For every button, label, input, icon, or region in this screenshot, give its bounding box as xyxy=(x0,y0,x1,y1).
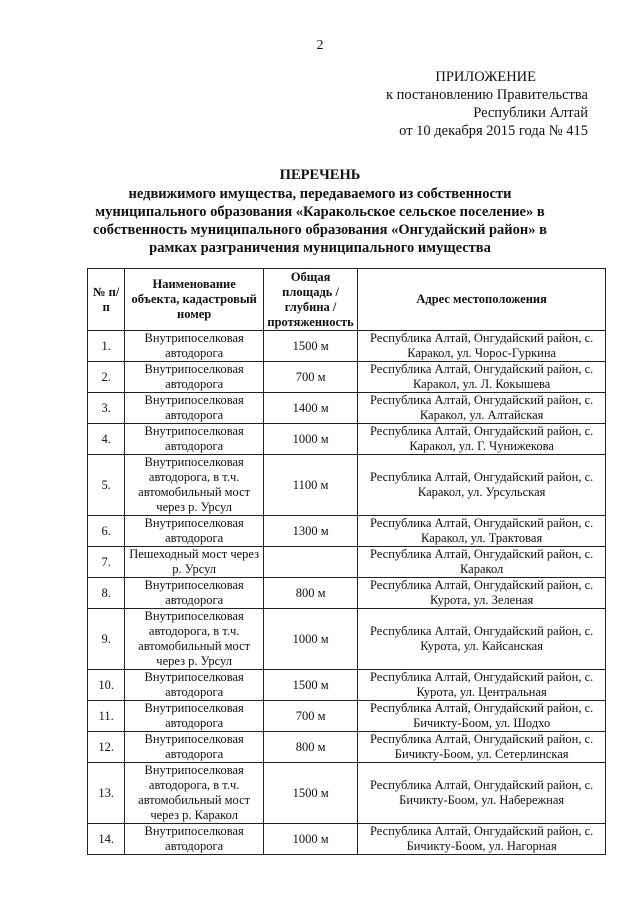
heading-title: ПЕРЕЧЕНЬ xyxy=(279,167,361,183)
row-address: Республика Алтай, Онгудайский район, с. Бичикту-Боом, ул. Сетерлинская xyxy=(358,732,606,763)
row-num: 13. xyxy=(88,763,125,824)
row-num: 6. xyxy=(88,516,125,547)
row-name: Внутрипоселковая автодорога xyxy=(125,424,264,455)
row-name: Внутрипоселковая автодорога, в т.ч. автомобильный мост через р. Урсул xyxy=(125,455,264,516)
row-area: 700 м xyxy=(263,362,357,393)
row-area: 700 м xyxy=(263,701,357,732)
row-name: Внутрипоселковая автодорога xyxy=(125,701,264,732)
table-row xyxy=(88,455,606,516)
row-num: 5. xyxy=(88,455,125,516)
row-name: Внутрипоселковая автодорога xyxy=(125,732,264,763)
table-row xyxy=(88,331,606,362)
appendix-block xyxy=(328,68,588,140)
table-body xyxy=(88,331,606,855)
row-num: 3. xyxy=(88,393,125,424)
appendix-line-3: от 10 декабря 2015 года № 415 xyxy=(399,123,588,139)
appendix-line-2: Республики Алтай xyxy=(473,105,588,121)
row-name: Внутрипоселковая автодорога, в т.ч. автомобильный мост через р. Урсул xyxy=(125,609,264,670)
row-num: 2. xyxy=(88,362,125,393)
row-num: 4. xyxy=(88,424,125,455)
row-num: 1. xyxy=(88,331,125,362)
row-address: Республика Алтай, Онгудайский район, с. Бичикту-Боом, ул. Нагорная xyxy=(358,824,606,855)
table-header-row xyxy=(88,269,606,331)
page-number: 2 xyxy=(316,38,324,53)
header-name: Наименование объекта, кадастровый номер xyxy=(125,269,264,331)
row-address: Республика Алтай, Онгудайский район, с. Каракол, ул. Чорос-Гуркина xyxy=(358,331,606,362)
header-address: Адрес местоположения xyxy=(358,269,606,331)
appendix-title: ПРИЛОЖЕНИЕ xyxy=(435,69,536,85)
row-area: 800 м xyxy=(263,732,357,763)
row-area: 1100 м xyxy=(263,455,357,516)
row-num: 8. xyxy=(88,578,125,609)
row-name: Внутрипоселковая автодорога xyxy=(125,578,264,609)
table-row xyxy=(88,424,606,455)
row-area: 1000 м xyxy=(263,824,357,855)
row-name: Внутрипоселковая автодорога xyxy=(125,362,264,393)
row-area: 1500 м xyxy=(263,670,357,701)
row-num: 9. xyxy=(88,609,125,670)
row-address: Республика Алтай, Онгудайский район, с. Каракол, ул. Алтайская xyxy=(358,393,606,424)
table-row xyxy=(88,732,606,763)
row-area: 1500 м xyxy=(263,763,357,824)
header-num: № п/п xyxy=(88,269,125,331)
row-name: Внутрипоселковая автодорога xyxy=(125,331,264,362)
document-heading xyxy=(60,166,580,257)
row-area xyxy=(263,547,357,578)
table-row xyxy=(88,362,606,393)
row-address: Республика Алтай, Онгудайский район, с. Каракол, ул. Л. Кокышева xyxy=(358,362,606,393)
row-name: Внутрипоселковая автодорога xyxy=(125,516,264,547)
row-num: 11. xyxy=(88,701,125,732)
row-area: 800 м xyxy=(263,578,357,609)
row-address: Республика Алтай, Онгудайский район, с. Бичикту-Боом, ул. Шодхо xyxy=(358,701,606,732)
heading-line-2: муниципального образования «Каракольское сельское поселение» в xyxy=(95,204,545,220)
table-row xyxy=(88,547,606,578)
row-num: 10. xyxy=(88,670,125,701)
table-row xyxy=(88,701,606,732)
row-area: 1000 м xyxy=(263,424,357,455)
heading-line-4: рамках разграничения муниципального имущества xyxy=(149,240,491,256)
row-area: 1500 м xyxy=(263,331,357,362)
row-address: Республика Алтай, Онгудайский район, с. Курота, ул. Зеленая xyxy=(358,578,606,609)
heading-line-1: недвижимого имущества, передаваемого из собственности xyxy=(128,186,512,202)
row-area: 1000 м xyxy=(263,609,357,670)
table-row xyxy=(88,609,606,670)
row-num: 14. xyxy=(88,824,125,855)
row-name: Внутрипоселковая автодорога xyxy=(125,670,264,701)
table-row xyxy=(88,516,606,547)
table-row xyxy=(88,824,606,855)
row-address: Республика Алтай, Онгудайский район, с. Курота, ул. Центральная xyxy=(358,670,606,701)
appendix-line-1: к постановлению Правительства xyxy=(386,87,588,103)
row-num: 12. xyxy=(88,732,125,763)
row-area: 1400 м xyxy=(263,393,357,424)
row-name: Внутрипоселковая автодорога, в т.ч. автомобильный мост через р. Каракол xyxy=(125,763,264,824)
row-name: Внутрипоселковая автодорога xyxy=(125,824,264,855)
row-address: Республика Алтай, Онгудайский район, с. Каракол, ул. Г. Чунижекова xyxy=(358,424,606,455)
row-address: Республика Алтай, Онгудайский район, с. Курота, ул. Кайсанская xyxy=(358,609,606,670)
row-name: Пешеходный мост через р. Урсул xyxy=(125,547,264,578)
row-num: 7. xyxy=(88,547,125,578)
heading-line-3: собственность муниципального образования «Онгудайский район» в xyxy=(93,222,547,238)
table-row xyxy=(88,670,606,701)
row-name: Внутрипоселковая автодорога xyxy=(125,393,264,424)
table-row xyxy=(88,393,606,424)
row-address: Республика Алтай, Онгудайский район, с. Каракол, ул. Урсульская xyxy=(358,455,606,516)
row-address: Республика Алтай, Онгудайский район, с. Каракол, ул. Трактовая xyxy=(358,516,606,547)
property-table xyxy=(87,268,606,855)
row-address: Республика Алтай, Онгудайский район, с. Каракол xyxy=(358,547,606,578)
header-area: Общая площадь / глубина / протяженность xyxy=(263,269,357,331)
table-row xyxy=(88,763,606,824)
row-area: 1300 м xyxy=(263,516,357,547)
row-address: Республика Алтай, Онгудайский район, с. Бичикту-Боом, ул. Набережная xyxy=(358,763,606,824)
table-row xyxy=(88,578,606,609)
